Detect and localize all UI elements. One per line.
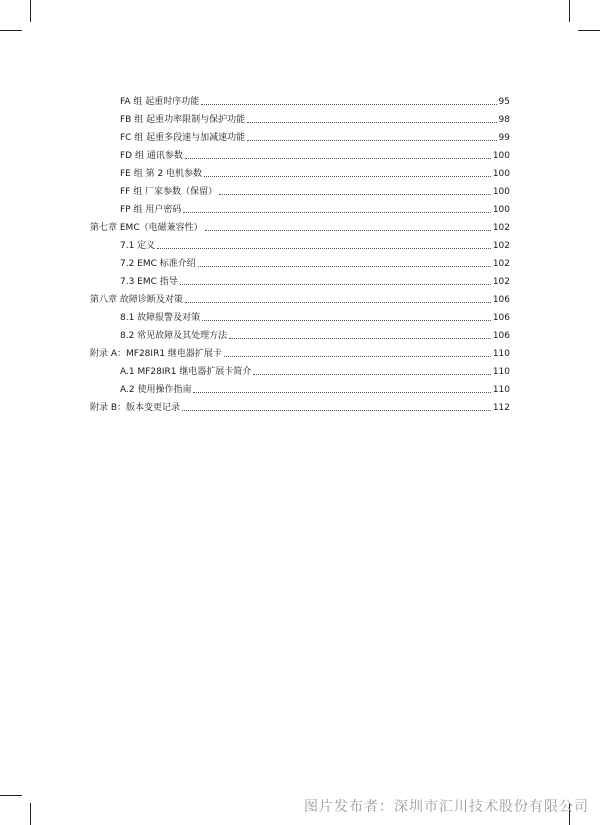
toc-entry[interactable]: [120, 112, 510, 126]
toc-entry[interactable]: [120, 130, 510, 144]
toc-entry-page: 102: [492, 277, 510, 287]
leader-dots: [185, 301, 491, 303]
toc-entry-page: 95: [498, 97, 510, 107]
toc-entry-title: FF 组 厂家参数（保留）: [120, 187, 218, 197]
toc-entry-title: 8.1 故障报警及对策: [120, 313, 201, 323]
leader-dots: [205, 229, 491, 231]
leader-dots: [204, 175, 491, 177]
leader-dots: [202, 319, 491, 321]
toc-entry[interactable]: [120, 148, 510, 162]
leader-dots: [224, 355, 491, 357]
leader-dots: [180, 283, 491, 285]
leader-dots: [185, 157, 491, 159]
toc-entry-page: 100: [492, 169, 510, 179]
toc-entry-page: 110: [492, 367, 510, 377]
toc-chapter[interactable]: [90, 220, 510, 234]
toc-entry-title: FE 组 第 2 电机参数: [120, 169, 203, 179]
toc-entry-title: 7.3 EMC 指导: [120, 277, 178, 287]
toc-entry[interactable]: [120, 382, 510, 396]
leader-dots: [182, 409, 491, 411]
toc-chapter[interactable]: [90, 400, 510, 414]
toc-entry[interactable]: [120, 256, 510, 270]
leader-dots: [193, 391, 490, 393]
toc-entry-title: FP 组 用户密码: [120, 205, 182, 215]
leader-dots: [253, 373, 490, 375]
toc-entry-page: 98: [498, 115, 510, 125]
toc-entry-title: 附录 A：MF28IR1 继电器扩展卡: [90, 349, 222, 359]
toc-entry[interactable]: [120, 310, 510, 324]
toc-entry-title: 7.2 EMC 标准介绍: [120, 259, 196, 269]
leader-dots: [201, 103, 496, 105]
toc-entry[interactable]: [120, 184, 510, 198]
toc-entry[interactable]: [120, 274, 510, 288]
leader-dots: [247, 139, 496, 141]
toc-entry-page: 100: [492, 151, 510, 161]
toc-entry[interactable]: [120, 202, 510, 216]
toc-entry-page: 100: [492, 205, 510, 215]
toc-chapter[interactable]: [90, 292, 510, 306]
toc-entry-title: 第八章 故障诊断及对策: [90, 295, 183, 305]
toc-entry[interactable]: [120, 364, 510, 378]
toc-entry[interactable]: [120, 166, 510, 180]
toc-entry-title: 附录 B：版本变更记录: [90, 403, 181, 413]
toc-entry-title: 第七章 EMC（电磁兼容性）: [90, 223, 203, 233]
toc-entry-page: 112: [492, 403, 510, 413]
toc-entry-title: 7.1 定义: [120, 241, 156, 251]
toc-entry-title: A.1 MF28IR1 继电器扩展卡简介: [120, 367, 252, 377]
toc-entry-page: 102: [492, 259, 510, 269]
toc-entry-page: 99: [498, 133, 510, 143]
toc-entry-page: 110: [492, 349, 510, 359]
toc-entry-title: FA 组 起重时序功能: [120, 97, 200, 107]
leader-dots: [198, 265, 491, 267]
toc-entry-title: A.2 使用操作指南: [120, 385, 192, 395]
toc-entry-page: 110: [492, 385, 510, 395]
toc-entry-page: 102: [492, 223, 510, 233]
leader-dots: [229, 337, 491, 339]
toc-chapter[interactable]: [90, 346, 510, 360]
toc-entry-page: 100: [492, 187, 510, 197]
toc-entry[interactable]: [120, 328, 510, 342]
publisher-watermark: 图片发布者：深圳市汇川技术股份有限公司: [304, 799, 589, 815]
toc-entry[interactable]: [120, 238, 510, 252]
leader-dots: [219, 193, 491, 195]
toc-entry-title: FC 组 起重多段速与加减速功能: [120, 133, 246, 143]
toc-entry-page: 106: [492, 295, 510, 305]
toc-entry-page: 106: [492, 313, 510, 323]
toc-entry-page: 102: [492, 241, 510, 251]
toc-entry-title: FB 组 起重功率限制与保护功能: [120, 115, 246, 125]
toc-entry-title: FD 组 通讯参数: [120, 151, 183, 161]
leader-dots: [183, 211, 490, 213]
leader-dots: [247, 121, 496, 123]
toc-entry-page: 106: [492, 331, 510, 341]
toc-entry[interactable]: [120, 94, 510, 108]
toc-entry-title: 8.2 常见故障及其处理方法: [120, 331, 228, 341]
leader-dots: [157, 247, 491, 249]
